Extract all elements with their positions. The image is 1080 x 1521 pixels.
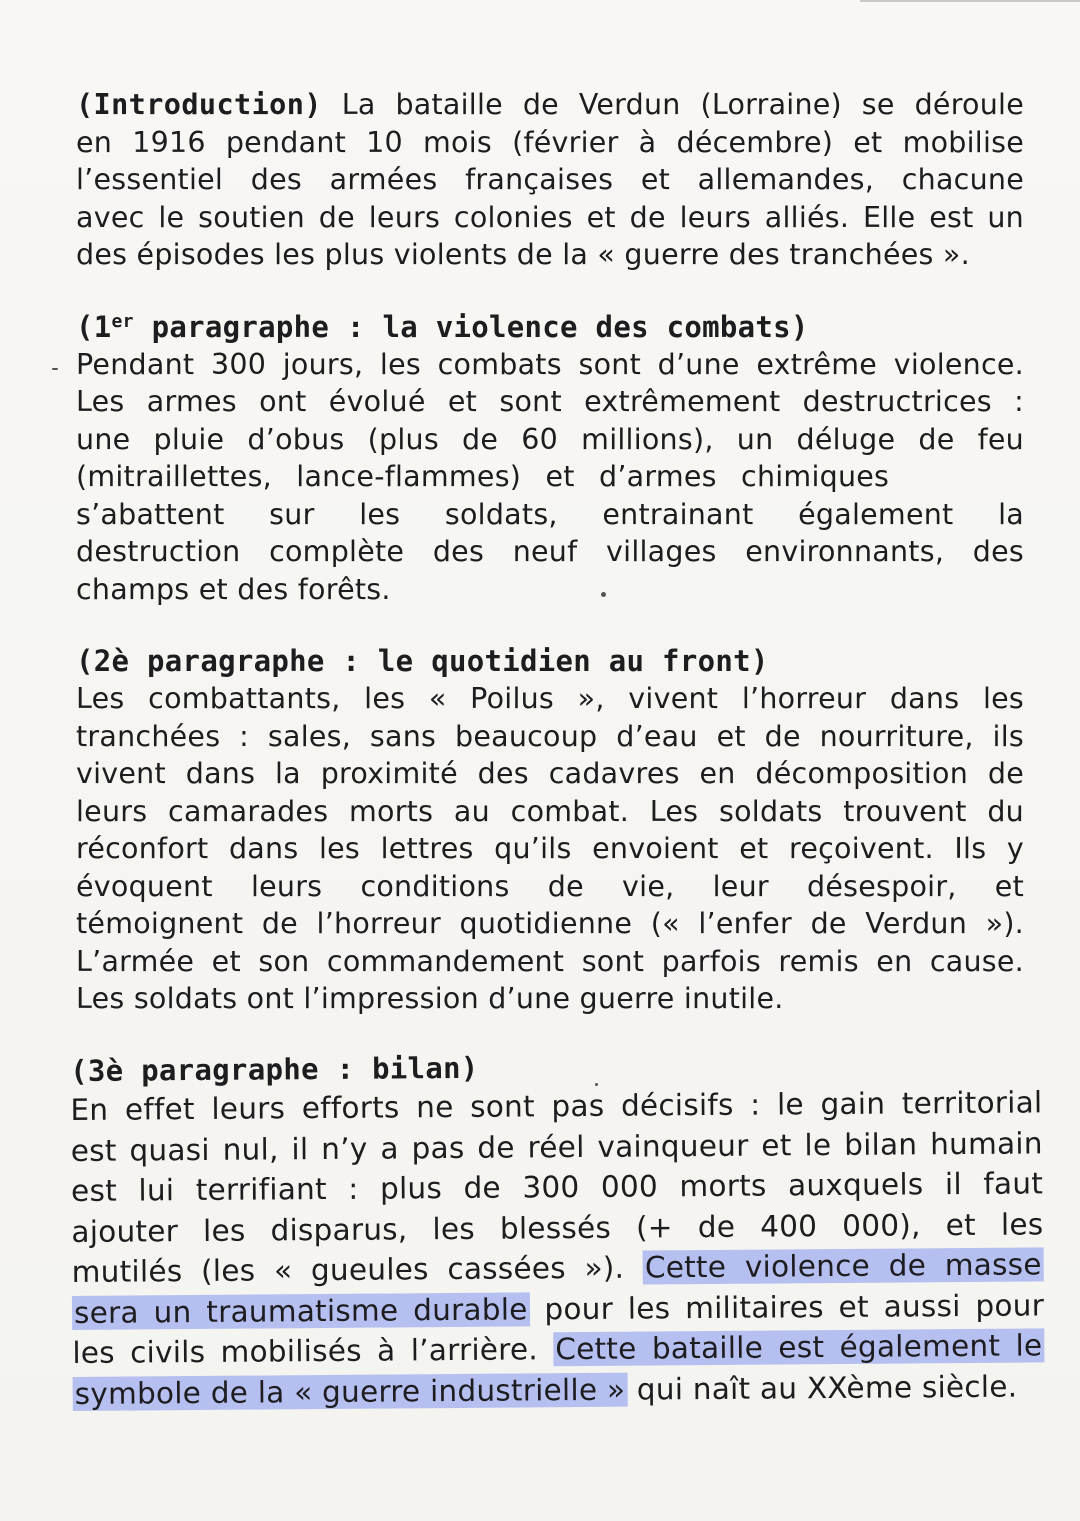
paragraph-1-line: (mitraillettes, lance-flammes) et d’armes chimiques bbox=[76, 460, 890, 493]
paragraph-3-line-highlighted: mutilés (les « gueules cassées »). Cette violence de masse bbox=[71, 1246, 1042, 1289]
intro-line: avec le soutien de leurs colonies et de leurs alliés. Elle est un bbox=[76, 200, 1024, 234]
paragraph-2-line: Les soldats ont l’impression d’une guerre inutile. bbox=[76, 982, 784, 1015]
document-body bbox=[70, 86, 1045, 1448]
highlight-traumatisme-durable: sera un traumatisme durable bbox=[73, 1291, 528, 1329]
paragraph-2-line: Les combattants, les « Poilus », vivent l’horreur dans les bbox=[76, 682, 1024, 715]
intro-line-1: (Introduction) La bataille de Verdun (Lorraine) se déroule bbox=[76, 88, 1024, 121]
paragraph-3-line-highlighted: les civils mobilisés à l’arrière. Cette bataille est également le bbox=[72, 1327, 1043, 1370]
paragraph-2-heading: (2è paragraphe : le quotidien au front) bbox=[76, 644, 769, 678]
paragraph-2-section bbox=[76, 642, 1024, 1018]
introduction-label: (Introduction) bbox=[76, 88, 322, 121]
paragraph-1-section bbox=[76, 308, 1024, 609]
paragraph-3-line: est quasi nul, il n’y a pas de réel vainqueur et le bilan humain bbox=[70, 1125, 1043, 1167]
highlight-bataille-symbole: Cette bataille est également le bbox=[555, 1327, 1043, 1366]
paragraph-1-line: une pluie d’obus (plus de 60 millions), un déluge de feu bbox=[76, 422, 1024, 456]
paragraph-3-section bbox=[70, 1044, 1045, 1414]
intro-line: des épisodes les plus violents de la « guerre des tranchées ». bbox=[76, 238, 970, 271]
intro-line: l’essentiel des armées françaises et allemandes, chacune bbox=[76, 163, 1024, 196]
paragraph-1-heading: (1er paragraphe : la violence des combats) bbox=[76, 309, 809, 344]
paragraph-2-line: évoquent leurs conditions de vie, leur désespoir, et bbox=[76, 869, 1024, 903]
paragraph-3-line-highlighted: sera un traumatisme durable pour les militaires et aussi pour bbox=[73, 1287, 1045, 1329]
paragraph-3-line-highlighted: symbole de la « guerre industrielle » qui naît au XXème siècle. bbox=[74, 1368, 1018, 1410]
introduction-section bbox=[76, 86, 1024, 274]
intro-line: en 1916 pendant 10 mois (février à décembre) et mobilise bbox=[76, 125, 1024, 159]
paragraph-3-heading: (3è paragraphe : bilan) bbox=[70, 1050, 479, 1088]
paragraph-2-line: leurs camarades morts au combat. Les soldats trouvent du bbox=[76, 794, 1024, 828]
paragraph-1-line: Pendant 300 jours, les combats sont d’une extrême violence. bbox=[76, 347, 1024, 381]
paragraph-2-line: tranchées : sales, sans beaucoup d’eau et de nourriture, ils bbox=[76, 719, 1024, 753]
paragraph-2-line: L’armée et son commandement sont parfois remis en cause. bbox=[76, 944, 1024, 978]
paragraph-2-line: témoignent de l’horreur quotidienne (« l’enfer de Verdun »). bbox=[76, 907, 1024, 940]
paragraph-3-line: En effet leurs efforts ne sont pas décisifs : le gain territorial bbox=[70, 1084, 1043, 1127]
paragraph-3-line: est lui terrifiant : plus de 300 000 morts auxquels il faut bbox=[70, 1165, 1044, 1208]
paragraph-1-line: destruction complète des neuf villages environnants, des bbox=[76, 535, 1024, 568]
highlight-violence-de-masse: Cette violence de masse bbox=[644, 1246, 1042, 1284]
paragraph-1-line: Les armes ont évolué et sont extrêmement destructrices : bbox=[76, 385, 1024, 418]
edge-mark bbox=[52, 368, 58, 370]
paragraph-1-line: champs et des forêts. bbox=[76, 572, 391, 606]
paragraph-1-line: s’abattent sur les soldats, entrainant également la bbox=[76, 497, 1024, 531]
paragraph-2-line: réconfort dans les lettres qu’ils envoient et reçoivent. Ils y bbox=[76, 832, 1024, 865]
paragraph-2-line: vivent dans la proximité des cadavres en décomposition de bbox=[76, 757, 1024, 790]
page-edge-line bbox=[860, 0, 1080, 2]
highlight-guerre-industrielle: symbole de la « guerre industrielle » bbox=[74, 1371, 626, 1410]
paragraph-3-line: ajouter les disparus, les blessés (+ de 400 000), et les bbox=[71, 1206, 1044, 1248]
